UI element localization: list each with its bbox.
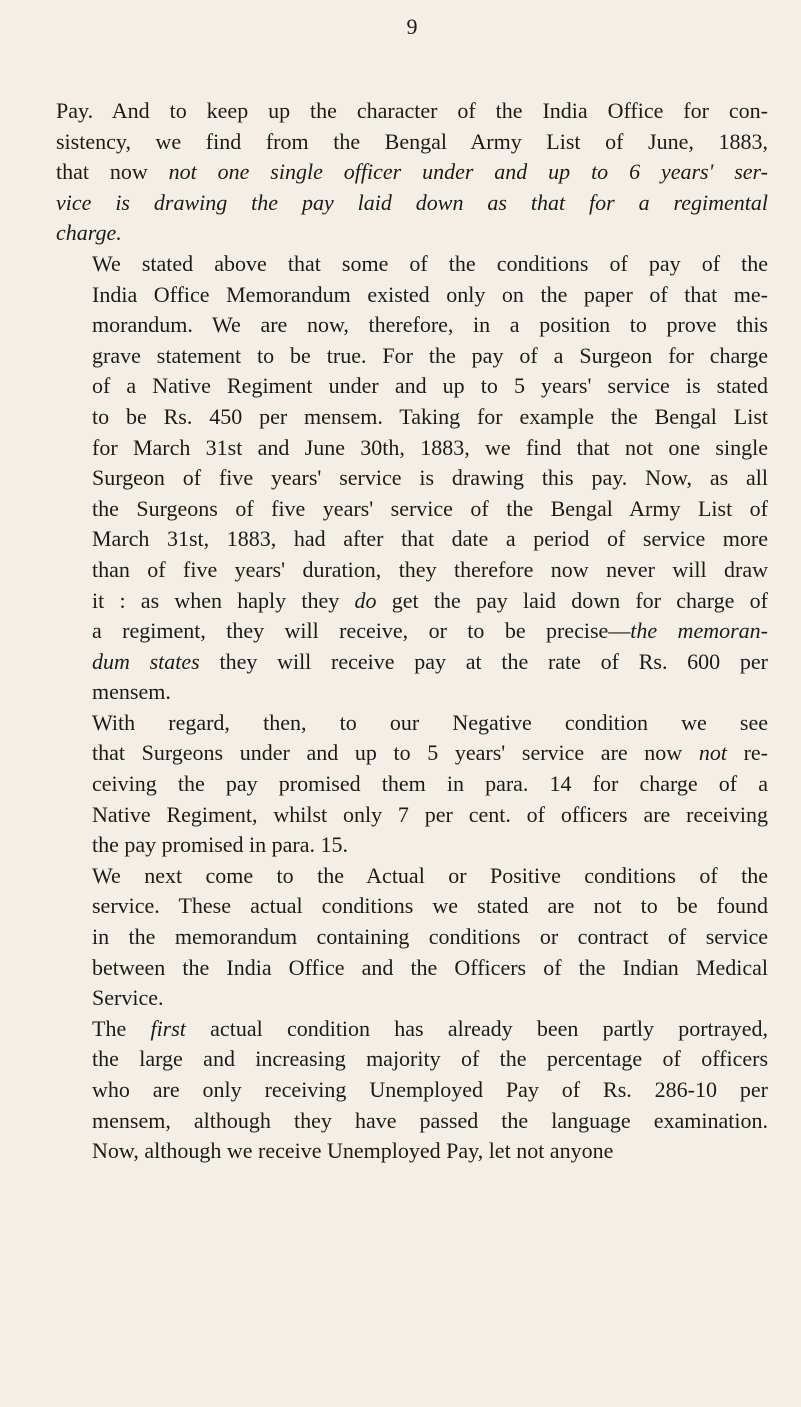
text-line	[56, 433, 768, 464]
text-line	[56, 983, 768, 1014]
text-segment: Pay. And to keep up the character of the India Office for con-	[56, 98, 768, 123]
text-line	[56, 769, 768, 800]
italic-text: first	[150, 1015, 186, 1041]
text-segment: ceiving the pay promised them in para. 14 for charge of a	[92, 771, 768, 797]
text-line	[56, 586, 768, 617]
italic-text: vice is drawing the pay laid down as that for a regimental	[56, 189, 768, 215]
text-line	[56, 1075, 768, 1106]
text-segment: they will receive pay at the rate of Rs. 600 per	[199, 648, 768, 674]
text-segment: for March 31st and June 30th, 1883, we find that not one single	[92, 434, 768, 460]
paragraph	[56, 861, 768, 1014]
italic-text: not	[698, 740, 727, 766]
text-segment: With regard, then, to our Negative condition we see	[92, 709, 768, 735]
text-line	[56, 1044, 768, 1075]
text-line	[56, 218, 768, 249]
text-segment: that Surgeons under and up to 5 years' service are now	[92, 740, 699, 766]
text-line	[56, 310, 768, 341]
text-segment: a regiment, they will receive, or to be precise—	[92, 618, 631, 644]
text-line	[56, 524, 768, 555]
text-line	[56, 280, 768, 311]
text-segment: who are only receiving Unemployed Pay of Rs. 286-10 per	[92, 1077, 768, 1102]
italic-text: the memoran-	[630, 618, 768, 644]
italic-text: not one single officer under and up to 6 years' ser-	[168, 159, 768, 185]
text-line	[56, 891, 768, 922]
text-segment: that now	[56, 159, 169, 185]
text-line	[56, 249, 768, 280]
text-segment: between the India Office and the Officers of the Indian Medical	[92, 954, 768, 980]
text-line	[56, 188, 768, 219]
text-line	[56, 494, 768, 525]
text-segment: actual condition has already been partly portrayed,	[185, 1015, 768, 1041]
text-segment: We next come to the Actual or Positive conditions of the	[92, 862, 768, 888]
text-segment: in the memorandum containing conditions or contract of service	[92, 924, 768, 950]
paragraph	[56, 96, 768, 249]
book-page	[56, 14, 768, 1167]
text-line	[56, 127, 768, 158]
italic-text: dum states	[92, 648, 200, 674]
text-line	[56, 830, 768, 861]
italic-text: do	[354, 587, 377, 613]
text-line	[56, 861, 768, 892]
text-line	[56, 677, 768, 708]
body-text	[56, 96, 768, 1167]
text-line	[56, 555, 768, 586]
paragraph	[56, 249, 768, 708]
text-line	[56, 157, 768, 188]
text-segment: India Office Memorandum existed only on the paper of that me-	[92, 281, 768, 307]
text-line	[56, 953, 768, 984]
text-line	[56, 738, 768, 769]
text-segment: to be Rs. 450 per mensem. Taking for example the Bengal List	[92, 403, 768, 429]
page-number: 9	[406, 14, 418, 39]
text-line	[56, 1014, 768, 1045]
text-segment: Now, although we receive Unemployed Pay, let not anyone	[92, 1138, 614, 1164]
text-line	[56, 800, 768, 831]
text-line	[56, 1106, 768, 1137]
text-segment: service. These actual conditions we stated are not to be found	[92, 893, 768, 919]
text-line	[56, 616, 768, 647]
text-line	[56, 1136, 768, 1167]
text-segment: We stated above that some of the conditions of pay of the	[92, 250, 768, 276]
text-segment: get the pay laid down for charge of	[376, 587, 768, 613]
text-segment: grave statement to be true. For the pay of a Surgeon for charge	[92, 342, 768, 368]
text-segment: of a Native Regiment under and up to 5 years' service is stated	[92, 373, 768, 399]
text-line	[56, 402, 768, 433]
text-segment: Surgeon of five years' service is drawing this pay. Now, as all	[92, 465, 768, 491]
text-segment: the pay promised in para. 15.	[92, 832, 348, 858]
text-segment: mensem, although they have passed the language examination.	[92, 1107, 768, 1133]
text-line	[56, 96, 768, 127]
text-line	[56, 647, 768, 678]
text-segment: mensem.	[92, 679, 171, 705]
text-line	[56, 371, 768, 402]
text-segment: The	[92, 1015, 151, 1041]
text-segment: March 31st, 1883, had after that date a period of service more	[92, 526, 768, 552]
text-segment: than of five years' duration, they therefore now never will draw	[92, 556, 768, 582]
text-segment: morandum. We are now, therefore, in a position to prove this	[92, 312, 768, 338]
text-line	[56, 708, 768, 739]
text-segment: re-	[726, 740, 768, 766]
text-line	[56, 922, 768, 953]
text-segment: the Surgeons of five years' service of the Bengal Army List of	[92, 495, 768, 521]
text-segment: Native Regiment, whilst only 7 per cent. of officers are receiving	[92, 801, 768, 827]
text-line	[56, 463, 768, 494]
text-segment: the large and increasing majority of the percentage of officers	[92, 1046, 768, 1072]
text-segment: it : as when haply they	[92, 587, 355, 613]
text-segment: sistency, we find from the Bengal Army List of June, 1883,	[56, 128, 768, 154]
paragraph	[56, 708, 768, 861]
italic-text: charge.	[56, 220, 122, 246]
text-segment: Service.	[92, 985, 164, 1011]
text-line	[56, 341, 768, 372]
paragraph	[56, 1014, 768, 1167]
